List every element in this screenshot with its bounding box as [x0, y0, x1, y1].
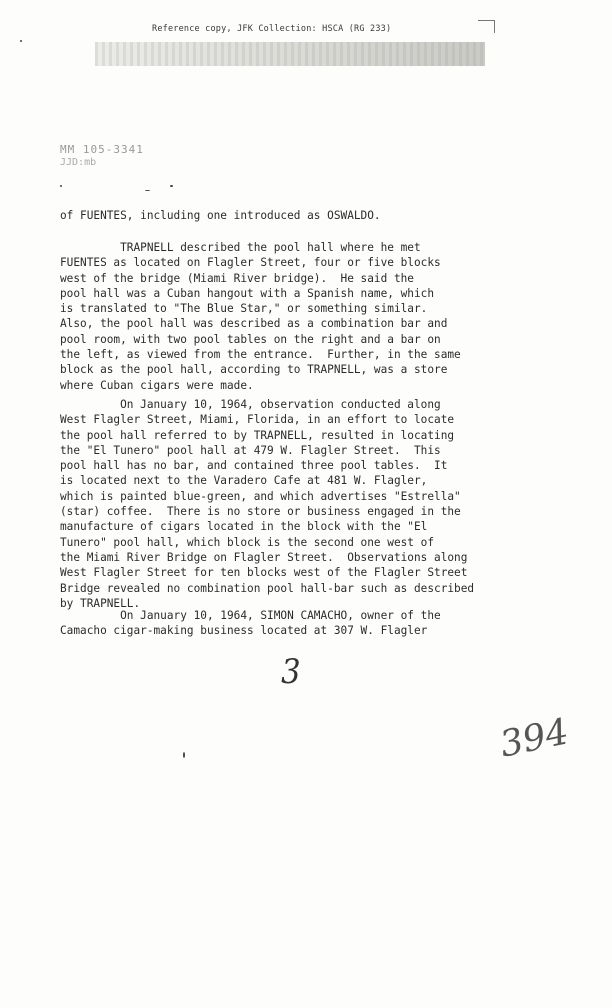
redaction-stamp-bar	[95, 42, 485, 66]
file-initials: JJD:mb	[60, 157, 97, 168]
file-number: MM 105-3341	[60, 143, 144, 156]
scan-speck	[20, 40, 22, 42]
scan-speck	[183, 752, 185, 758]
corner-mark	[478, 20, 495, 33]
scan-speck	[170, 185, 173, 187]
reference-header: Reference copy, JFK Collection: HSCA (RG 233)	[152, 24, 392, 34]
handwritten-page-number: 394	[496, 711, 573, 766]
scan-speck	[145, 190, 150, 191]
paragraph-observation: On January 10, 1964, observation conducted along West Flagler Street, Miami, Florida, in an effort to locate the pool hall referred to by TRAPNELL, resulted in locating the "El Tunero" pool hall at 479 W. Flagler Street. This pool hall has no bar, and contained three pool tables. It is located next to the Varadero Cafe at 481 W. Flagler, which is painted blue-green, and which advertises "Estrella" (star) coffee. There is no store or business engaged in the manufacture of cigars located in the block with the "El Tunero" pool hall, which block is the second one west of the Miami River Bridge on Flagler Street. Observations along West Flagler Street for ten blocks west of the Flagler Street Bridge revealed no combination pool hall-bar such as described by TRAPNELL.	[60, 398, 475, 610]
page-number: 3	[281, 652, 301, 692]
scan-speck	[60, 185, 62, 187]
paragraph-trapnell-description: TRAPNELL described the pool hall where he met FUENTES as located on Flagler Street, four or five blocks west of the bridge (Miami River bridge). He said the pool hall was a Cuban hangout with a Spanish name, which is translated to "The Blue Star," or something similar. Also, the pool hall was described as a combination bar and pool room, with two pool tables on the right and a bar on the left, as viewed from the entrance. Further, in the same block as the pool hall, according to TRAPNELL, was a store where Cuban cigars were made.	[60, 241, 461, 392]
paragraph-camacho: On January 10, 1964, SIMON CAMACHO, owner of the Camacho cigar-making business located at 307 W. Flagler	[60, 609, 441, 638]
intro-line: of FUENTES, including one introduced as OSWALDO.	[60, 209, 381, 222]
